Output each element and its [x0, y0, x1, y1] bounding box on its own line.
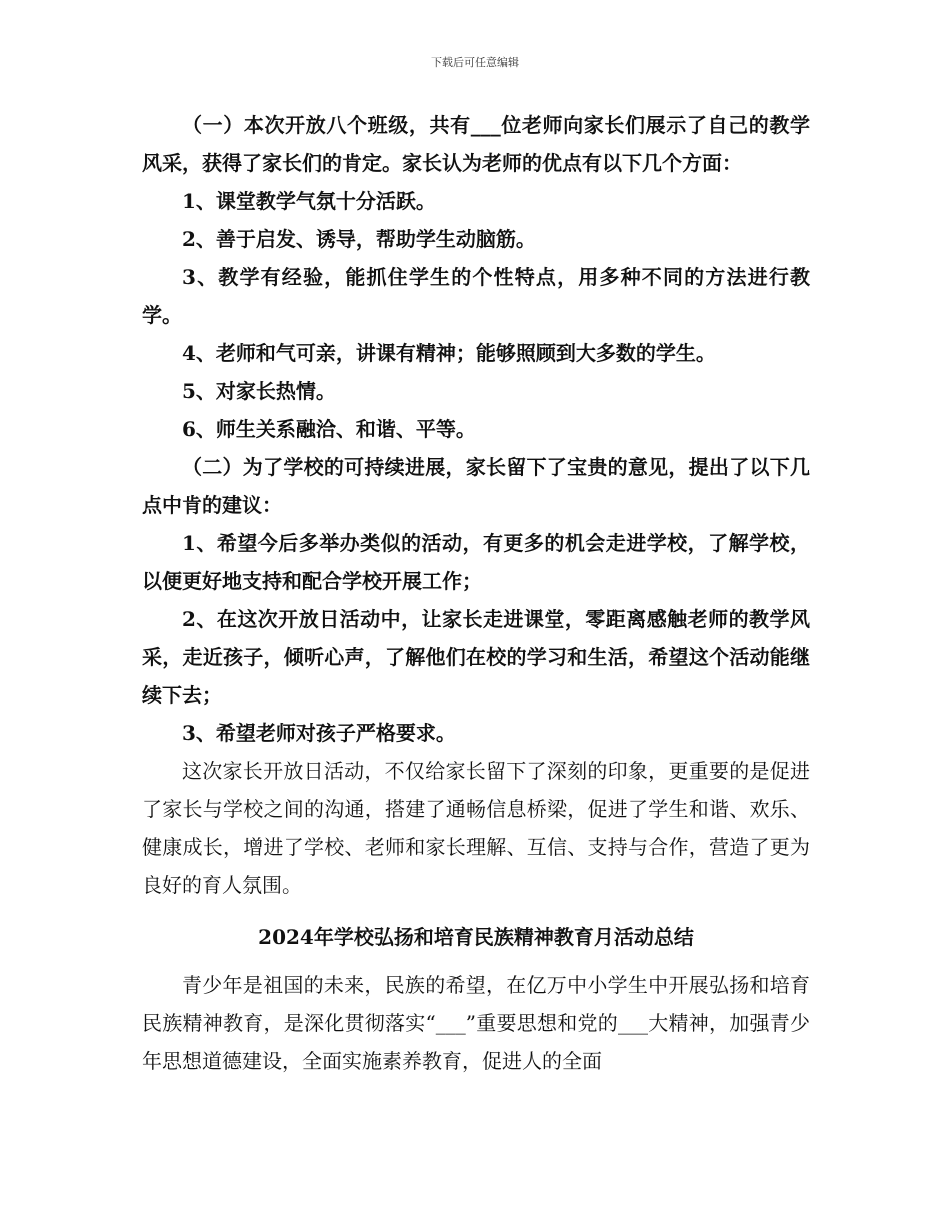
page-header: 下载后可任意编辑	[431, 56, 519, 69]
conclusion-paragraph: 这次家长开放日活动，不仅给家长留下了深刻的印象，更重要的是促进了家长与学校之间的沟通，搭建了通畅信息桥梁，促进了学生和谐、欢乐、健康成长，增进了学校、老师和家长理解、互信、支持与合作，营造了更为良好的育人氛围。	[142, 759, 810, 897]
section2-item-1: 1、希望今后多举办类似的活动，有更多的机会走进学校，了解学校，以便更好地支持和配合学校开展工作；	[142, 531, 810, 593]
section1-item-6: 6、师生关系融洽、和谐、平等。	[182, 417, 476, 441]
section2-intro: （二）为了学校的可持续进展，家长留下了宝贵的意见，提出了以下几点中肯的建议：	[142, 455, 810, 517]
section2-item-2: 2、在这次开放日活动中，让家长走进课堂，零距离感触老师的教学风采，走近孩子，倾听心声，了解他们在校的学习和生活，希望这个活动能继续下去；	[142, 607, 810, 707]
section2-item-3: 3、希望老师对孩子严格要求。	[182, 721, 456, 745]
section1-item-5: 5、对家长热情。	[182, 379, 336, 403]
section1-intro: （一）本次开放八个班级，共有___位老师向家长们展示了自己的教学风采，获得了家长们的肯定。家长认为老师的优点有以下几个方面：	[142, 113, 810, 175]
section1-item-1: 1、课堂教学气氛十分活跃。	[182, 189, 436, 213]
article2-title: 2024年学校弘扬和培育民族精神教育月活动总结	[258, 925, 694, 949]
document-body	[142, 106, 810, 1080]
section1-item-4: 4、老师和气可亲，讲课有精神；能够照顾到大多数的学生。	[182, 341, 716, 365]
section1-item-2: 2、善于启发、诱导，帮助学生动脑筋。	[182, 227, 536, 251]
article2-paragraph-1: 青少年是祖国的未来，民族的希望，在亿万中小学生中开展弘扬和培育民族精神教育，是深化贯彻落实“___”重要思想和党的___大精神，加强青少年思想道德建设，全面实施素养教育，促进人的全面	[142, 973, 810, 1073]
section1-item-3: 3、教学有经验，能抓住学生的个性特点，用多种不同的方法进行教学。	[142, 265, 810, 327]
